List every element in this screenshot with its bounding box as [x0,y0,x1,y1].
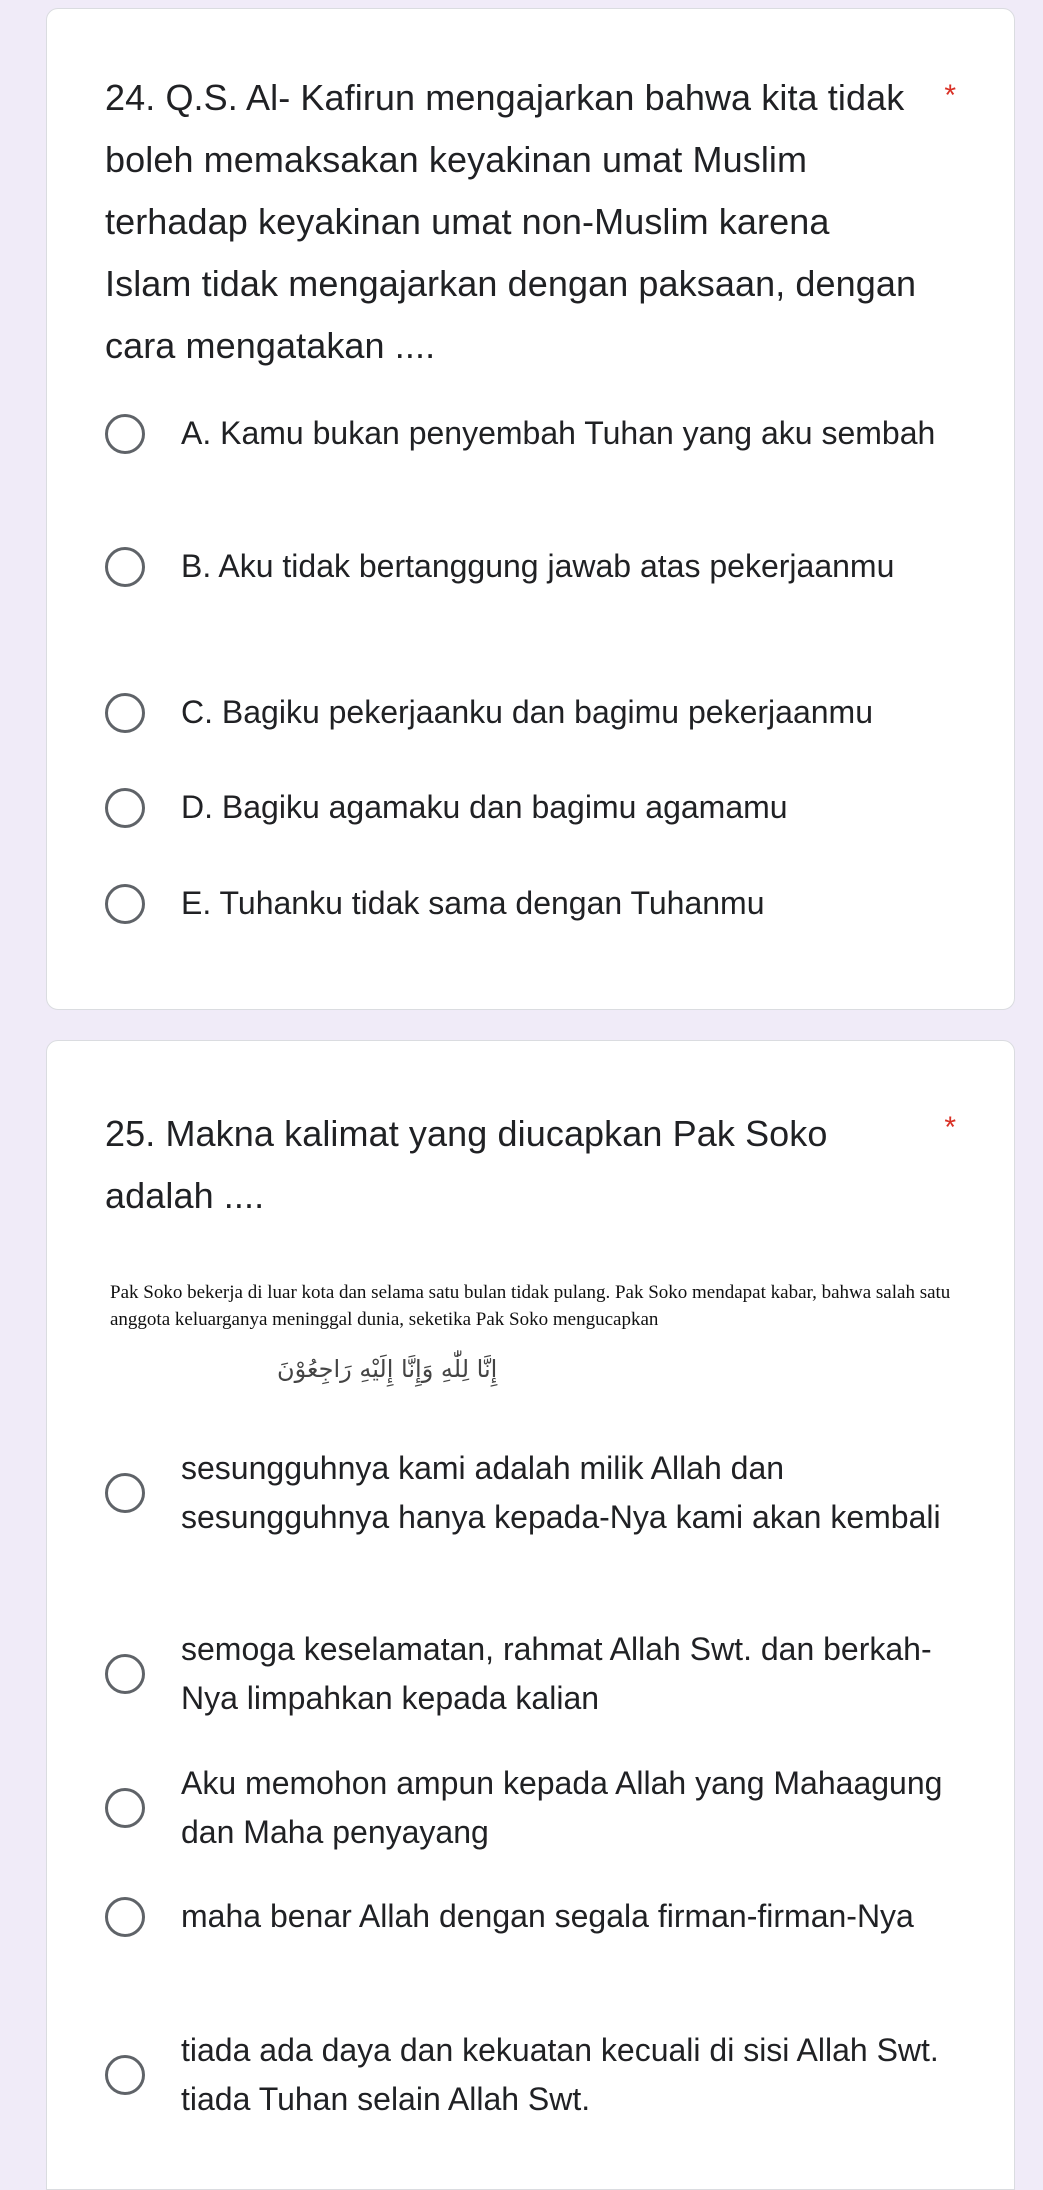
radio-button[interactable] [105,414,145,454]
question-card-25 [46,1040,1015,2190]
option-label: Aku memohon ampun kepada Allah yang Mahaagung dan Maha penyayang [181,1765,943,1850]
option-3[interactable] [105,1759,985,1857]
option-label: D. Bagiku agamaku dan bagimu agamamu [181,789,788,825]
question-story-image: Pak Soko bekerja di luar kota dan selama satu bulan tidak pulang. Pak Soko mendapat kabar, bahwa salah satu anggota keluarganya meninggal dunia, seketika Pak Soko mengucapkan [110,1282,951,1330]
arabic-phrase: إِنَّا لِلّٰهِ وَإِنَّا إِلَيْهِ رَاجِعُوْنَ [277,1355,498,1383]
option-label: sesungguhnya kami adalah milik Allah dan sesungguhnya hanya kepada-Nya kami akan kembali [181,1450,941,1535]
option-label: semoga keselamatan, rahmat Allah Swt. dan berkah-Nya limpahkan kepada kalian [181,1631,932,1716]
option-1[interactable] [105,1444,985,1542]
question-title: 25. Makna kalimat yang diucapkan Pak Soko adalah .... [105,1113,828,1216]
radio-button[interactable] [105,1897,145,1937]
radio-button[interactable] [105,1788,145,1828]
radio-button[interactable] [105,1654,145,1694]
option-b[interactable] [105,542,985,591]
radio-button[interactable] [105,693,145,733]
option-5[interactable] [105,2026,985,2124]
option-e[interactable] [105,879,985,928]
radio-button[interactable] [105,2055,145,2095]
option-label: B. Aku tidak bertanggung jawab atas pekerjaanmu [181,548,895,584]
option-4[interactable] [105,1892,985,1941]
question-card-24 [46,8,1015,1010]
option-label: E. Tuhanku tidak sama dengan Tuhanmu [181,885,765,921]
question-title: 24. Q.S. Al- Kafirun mengajarkan bahwa kita tidak boleh memaksakan keyakinan umat Muslim terhadap keyakinan umat non-Muslim karena Islam tidak mengajarkan dengan paksaan, dengan cara mengatakan .... [105,77,917,366]
option-a[interactable] [105,409,985,458]
radio-button[interactable] [105,1473,145,1513]
required-indicator: * [944,1111,956,1144]
option-label: maha benar Allah dengan segala firman-firman-Nya [181,1898,914,1934]
option-label: C. Bagiku pekerjaanku dan bagimu pekerjaanmu [181,694,873,730]
option-d[interactable] [105,783,985,832]
option-label: tiada ada daya dan kekuatan kecuali di sisi Allah Swt. tiada Tuhan selain Allah Swt. [181,2032,939,2117]
radio-button[interactable] [105,788,145,828]
required-indicator: * [944,79,956,112]
radio-button[interactable] [105,884,145,924]
option-label: A. Kamu bukan penyembah Tuhan yang aku sembah [181,415,936,451]
option-c[interactable] [105,688,985,737]
radio-button[interactable] [105,547,145,587]
option-2[interactable] [105,1625,985,1723]
